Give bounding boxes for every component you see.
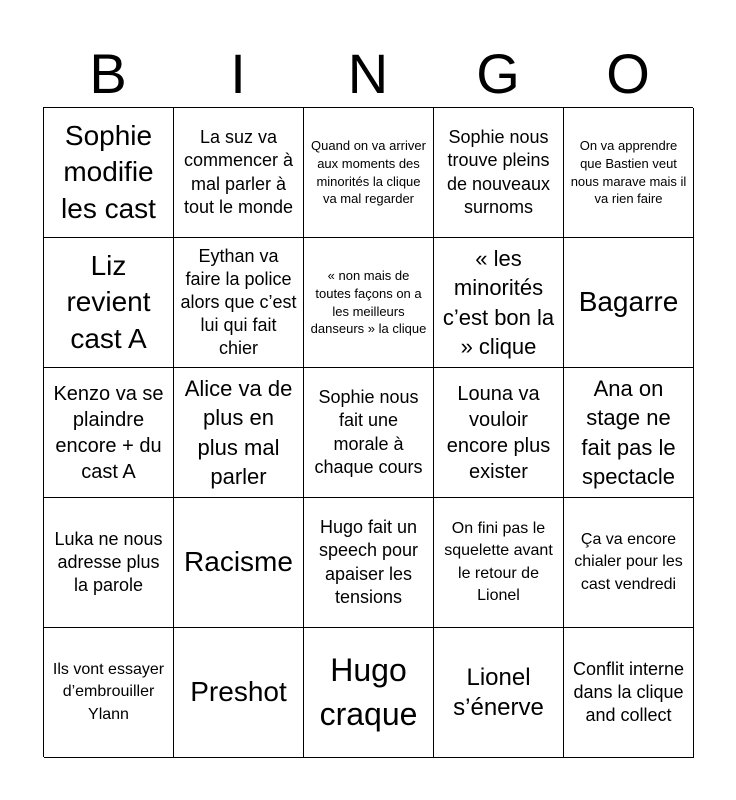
cell-text: Alice va de plus en plus mal parler	[184, 376, 293, 489]
cell-text: Sophie nous fait une morale à chaque cours	[314, 387, 423, 477]
bingo-cell-5-5[interactable]	[564, 628, 694, 758]
cell-text: La suz va commencer à mal parler à tout le monde	[183, 127, 294, 217]
bingo-cell-2-4[interactable]	[434, 238, 564, 368]
cell-text: Ils vont essayer d’embrouiller Ylann	[52, 660, 165, 723]
header-letter-i: I	[230, 42, 246, 105]
bingo-cell-1-2[interactable]	[174, 108, 304, 238]
cell-text: Conflit interne dans la clique and collect	[572, 658, 685, 726]
bingo-cell-1-5[interactable]	[564, 108, 694, 238]
bingo-cell-5-2[interactable]	[174, 628, 304, 758]
cell-text: Ça va encore chialer pour les cast vendredi	[574, 530, 683, 593]
header-letter-g: G	[476, 42, 520, 105]
cell-text: Lionel s’énerve	[453, 663, 544, 721]
cell-text: Hugo fait un speech pour apaiser les tensions	[318, 517, 419, 607]
header-letter-o: O	[606, 42, 650, 105]
cell-text: Quand on va arriver aux moments des minorités la clique va mal regarder	[311, 137, 426, 207]
bingo-cell-5-1[interactable]	[44, 628, 174, 758]
bingo-cell-3-4[interactable]	[434, 368, 564, 498]
bingo-cell-3-1[interactable]	[44, 368, 174, 498]
bingo-cell-3-3[interactable]	[304, 368, 434, 498]
cell-text: « les minorités c’est bon la » clique	[442, 246, 555, 359]
cell-text: Sophie modifie les cast	[61, 119, 156, 224]
bingo-cell-2-2[interactable]	[174, 238, 304, 368]
cell-text: Racisme	[184, 546, 293, 578]
bingo-cell-2-1[interactable]	[44, 238, 174, 368]
bingo-cell-2-5[interactable]	[564, 238, 694, 368]
bingo-grid	[43, 107, 693, 757]
bingo-cell-1-3[interactable]	[304, 108, 434, 238]
cell-text: Liz revient cast A	[66, 249, 151, 354]
bingo-cell-3-2[interactable]	[174, 368, 304, 498]
bingo-cell-1-1[interactable]	[44, 108, 174, 238]
cell-text: Louna va vouloir encore plus exister	[446, 382, 551, 483]
bingo-cell-4-4[interactable]	[434, 498, 564, 628]
cell-text: On va apprendre que Bastien veut nous marave mais il va rien faire	[570, 137, 687, 207]
bingo-cell-4-2[interactable]	[174, 498, 304, 628]
cell-text: Hugo craque	[319, 652, 418, 732]
bingo-cell-3-5[interactable]	[564, 368, 694, 498]
header-letter-b: B	[89, 42, 127, 105]
bingo-cell-2-3[interactable]	[304, 238, 434, 368]
bingo-cell-4-1[interactable]	[44, 498, 174, 628]
bingo-cell-5-4[interactable]	[434, 628, 564, 758]
header-letter-n: N	[347, 42, 389, 105]
bingo-header	[43, 40, 693, 108]
cell-text: Bagarre	[578, 286, 679, 318]
cell-text: Luka ne nous adresse plus la parole	[54, 528, 163, 596]
cell-text: Kenzo va se plaindre encore + du cast A	[53, 382, 164, 483]
cell-text: Preshot	[190, 676, 287, 708]
cell-text: Eythan va faire la police alors que c’est lui qui fait chier	[180, 245, 297, 359]
cell-text: « non mais de toutes façons on a les meilleurs danseurs » la clique	[310, 267, 427, 337]
bingo-cell-4-3[interactable]	[304, 498, 434, 628]
bingo-cell-5-3[interactable]	[304, 628, 434, 758]
cell-text: On fini pas le squelette avant le retour de Lionel	[444, 519, 553, 604]
cell-text: Sophie nous trouve pleins de nouveaux surnoms	[446, 127, 551, 217]
bingo-cell-4-5[interactable]	[564, 498, 694, 628]
cell-text: Ana on stage ne fait pas le spectacle	[581, 376, 676, 489]
bingo-cell-1-4[interactable]	[434, 108, 564, 238]
